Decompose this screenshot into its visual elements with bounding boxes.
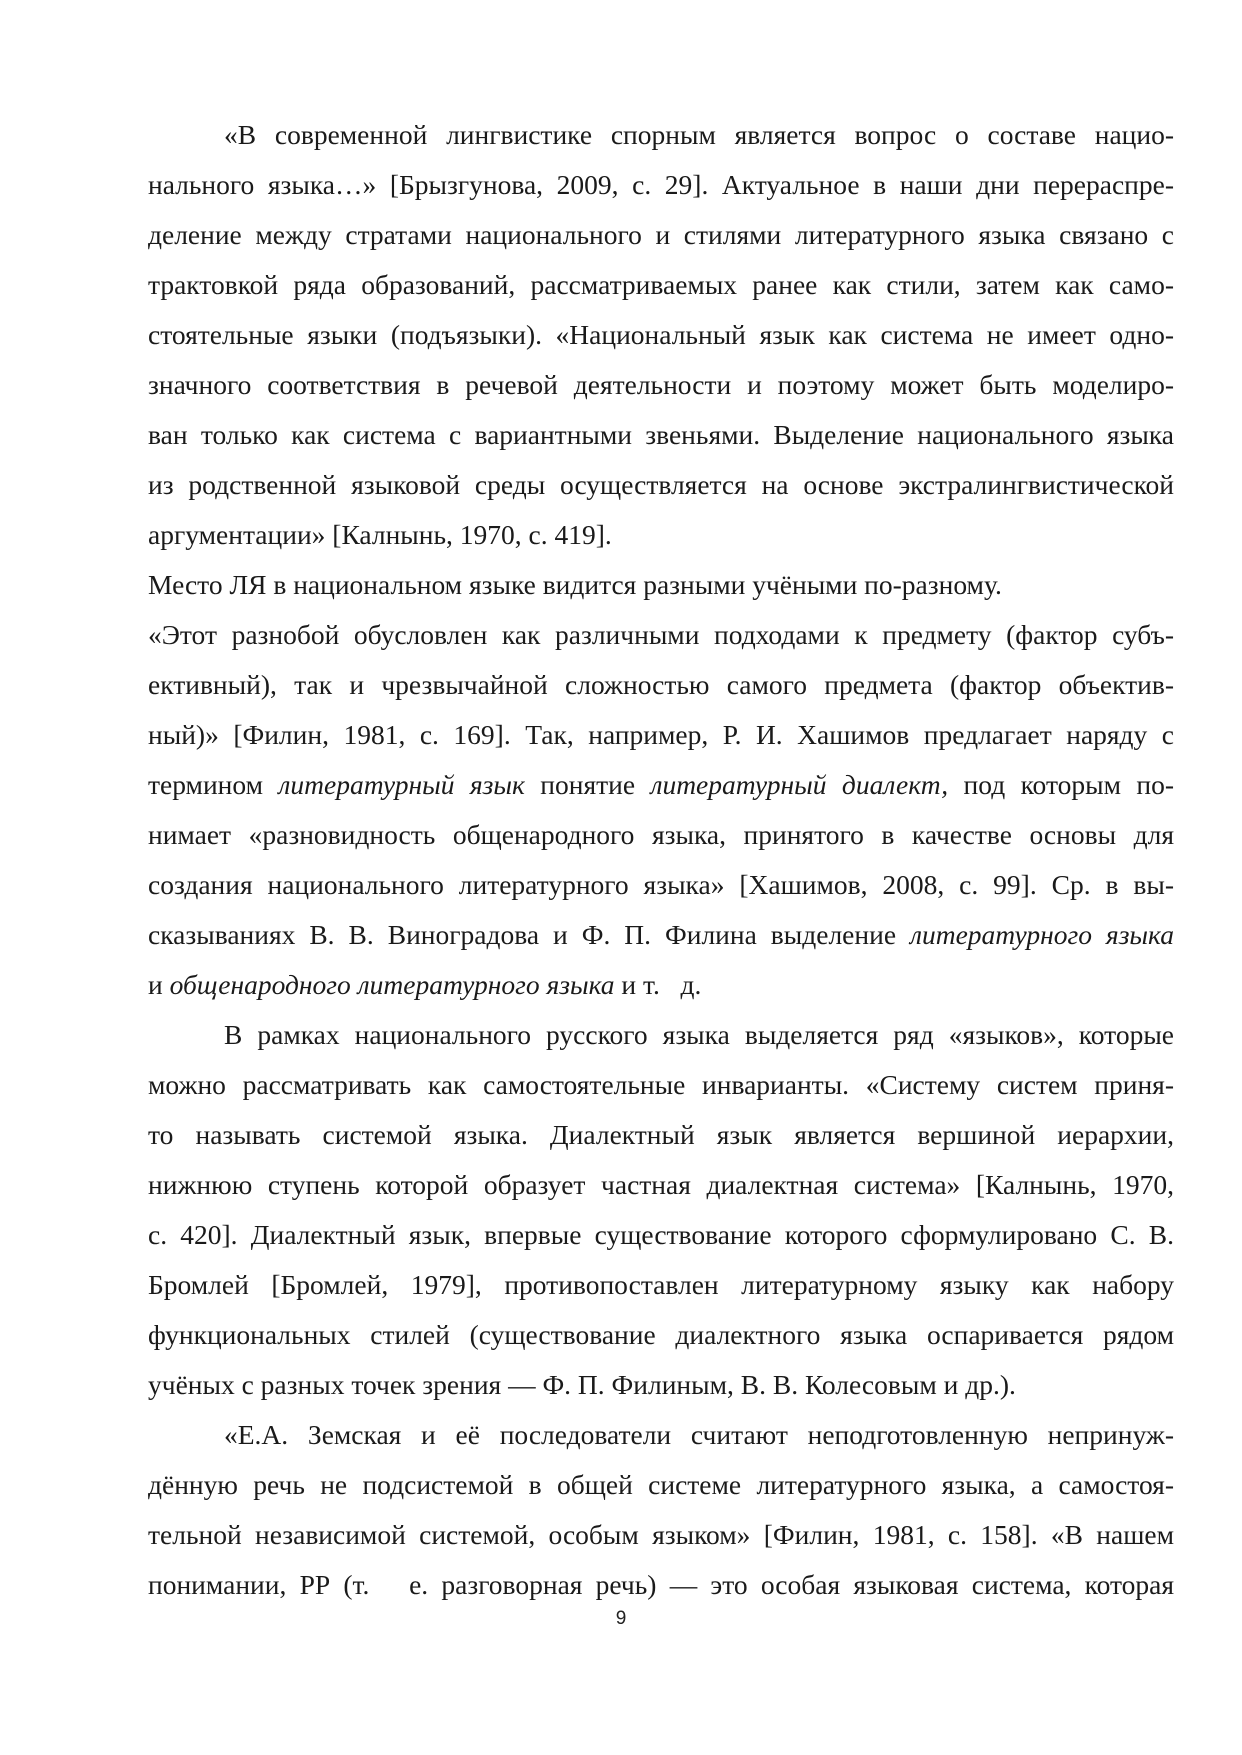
text-line: Бромлей [Бромлей, 1979], противопоставлен литературному языку как набору <box>148 1269 1174 1300</box>
text-line: и общенародного литературного языка и т. д. <box>148 969 702 1000</box>
italic-term: общенародного литературного языка <box>169 969 615 1000</box>
text-line: функциональных стилей (существование диалектного языка оспаривается рядом <box>148 1319 1174 1350</box>
text-line: Место ЛЯ в национальном языке видится разными учёными по-разному. <box>148 569 1002 600</box>
text-line: аргументации» [Калнынь, 1970, с. 419]. <box>148 519 612 550</box>
text-line: стоятельные языки (подъязыки). «Национальный язык как система не имеет одно- <box>148 319 1174 350</box>
text-line: «Этот разнобой обусловлен как различными подходами к предмету (фактор субъ- <box>148 619 1174 650</box>
text-line: значного соответствия в речевой деятельности и поэтому может быть моделиро- <box>148 369 1174 400</box>
text-line: из родственной языковой среды осуществляется на основе экстралингвистической <box>148 469 1174 500</box>
page-number: 9 <box>615 1608 627 1629</box>
text-line: тельной независимой системой, особым языком» [Филин, 1981, с. 158]. «В нашем <box>148 1519 1174 1550</box>
text-line: нижнюю ступень которой образует частная диалектная система» [Калнынь, 1970, <box>148 1169 1174 1200</box>
text-line: В рамках национального русского языка выделяется ряд «языков», которые <box>224 1019 1174 1050</box>
text-line: создания национального литературного языка» [Хашимов, 2008, с. 99]. Ср. в вы- <box>148 869 1174 900</box>
italic-term: литературный язык <box>278 769 525 800</box>
text-line: дённую речь не подсистемой в общей системе литературного языка, а самостоя- <box>148 1469 1174 1500</box>
text-line: понимании, РР (т. е. разговорная речь) — это особая языковая система, которая <box>148 1569 1174 1600</box>
text-line: нального языка…» [Брызгунова, 2009, с. 29]. Актуальное в наши дни перераспре- <box>148 169 1174 200</box>
text-line: сказываниях В. В. Виноградова и Ф. П. Филина выделение литературного языка <box>148 919 1174 950</box>
body-text <box>148 110 1174 1610</box>
text-line: нимает «разновидность общенародного языка, принятого в качестве основы для <box>148 819 1174 850</box>
italic-term: литературный диалект, <box>650 769 949 800</box>
text-line: можно рассматривать как самостоятельные инварианты. «Систему систем приня- <box>148 1069 1174 1100</box>
text-line: ный)» [Филин, 1981, с. 169]. Так, например, Р. И. Хашимов предлагает наряду с <box>148 719 1174 750</box>
text-line: учёных с разных точек зрения — Ф. П. Филиным, В. В. Колесовым и др.). <box>148 1369 1016 1400</box>
text-line: трактовкой ряда образований, рассматриваемых ранее как стили, затем как само- <box>148 269 1174 300</box>
text-line: «В современной лингвистике спорным является вопрос о составе нацио- <box>224 119 1174 150</box>
text-line: ективный), так и чрезвычайной сложностью самого предмета (фактор объектив- <box>148 669 1174 700</box>
italic-term: литературного языка <box>910 919 1174 950</box>
text-line: термином литературный язык понятие литературный диалект, под которым по- <box>148 769 1174 800</box>
text-line: деление между стратами национального и стилями литературного языка связано с <box>148 219 1174 250</box>
text-line: с. 420]. Диалектный язык, впервые существование которого сформулировано С. В. <box>148 1219 1174 1250</box>
text-line: то называть системой языка. Диалектный язык является вершиной иерархии, <box>148 1119 1174 1150</box>
text-line: «Е.А. Земская и её последователи считают неподготовленную непринуж- <box>224 1419 1174 1450</box>
text-line: ван только как система с вариантными звеньями. Выделение национального языка <box>148 419 1174 450</box>
